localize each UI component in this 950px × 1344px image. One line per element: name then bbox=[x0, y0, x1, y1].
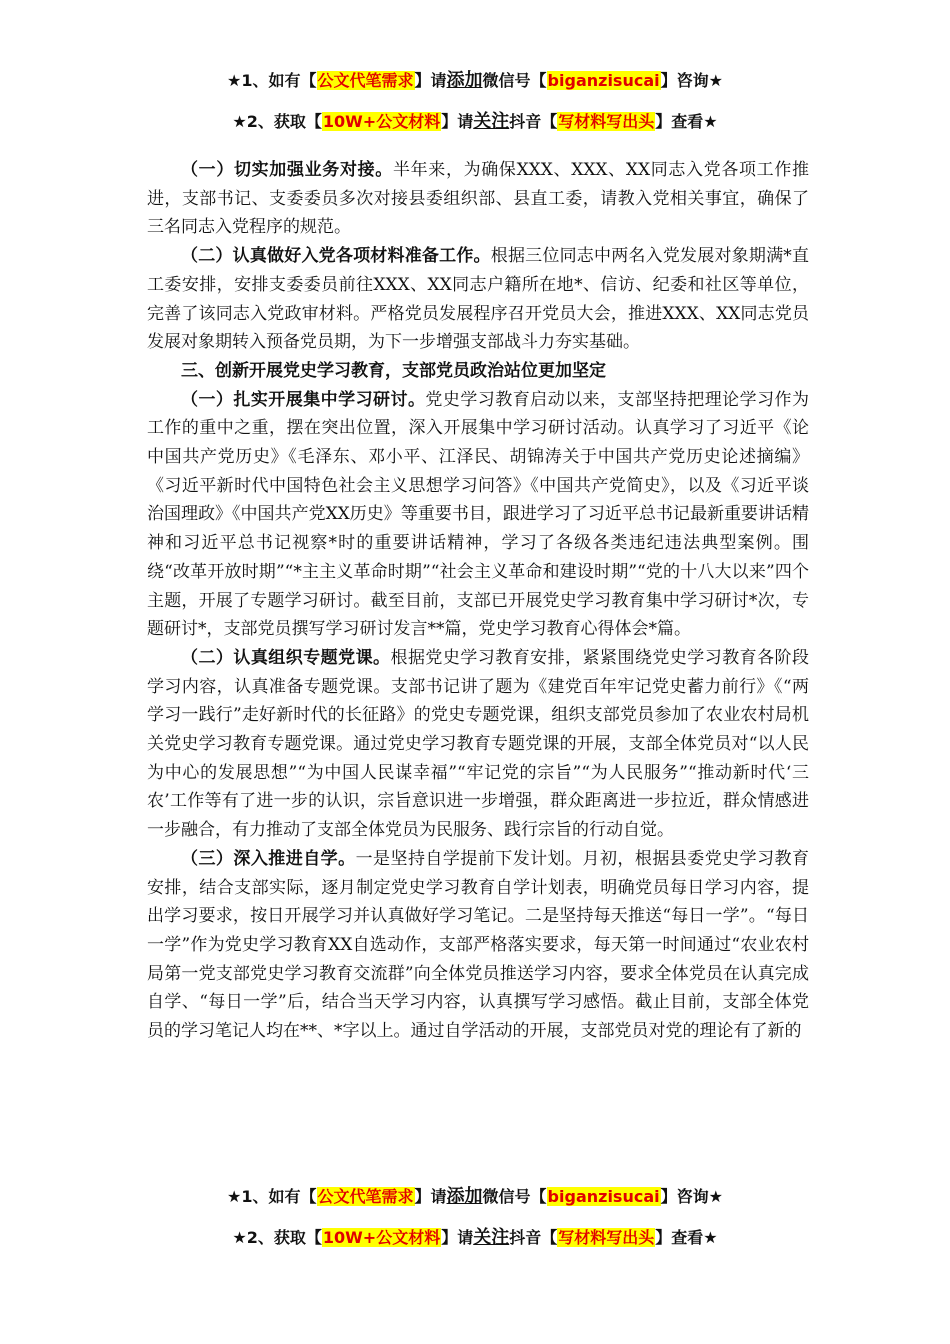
banner-highlight: 写材料写出头 bbox=[558, 1228, 655, 1247]
banner-text: 】请 bbox=[414, 71, 447, 90]
banner-text: 】咨询★ bbox=[660, 1187, 723, 1206]
banner-underline-text: 关注 bbox=[473, 111, 510, 132]
banner-text: 】请 bbox=[441, 112, 474, 131]
paragraph-text: 根据三位同志中两名入党发展对象期满*直工委安排，安排支委委员前往XXX、XX同志户籍所在地*、信访、纪委和社区等单位，完善了该同志入党政审材料。严格党员发展程序召开党员大会，推进XXX、XX同志党员发展对象期转入预备党员期，为下一步增强支部战斗力夯实基础。 bbox=[147, 246, 809, 353]
paragraph-materials-preparation bbox=[147, 242, 809, 357]
banner-highlight: biganzisucai bbox=[547, 1187, 660, 1206]
banner-text: ★1、如有【 bbox=[227, 1187, 317, 1206]
banner-text: ★2、获取【 bbox=[232, 112, 322, 131]
banner-text: 微信号【 bbox=[482, 71, 547, 90]
banner-text: 】请 bbox=[414, 1187, 447, 1206]
banner-text: ★1、如有【 bbox=[227, 71, 317, 90]
banner-text: 】请 bbox=[441, 1228, 474, 1247]
banner-text: 抖音【 bbox=[509, 1228, 558, 1247]
banner-text: 抖音【 bbox=[509, 112, 558, 131]
banner-highlight: biganzisucai bbox=[547, 71, 660, 90]
banner-highlight: 10W+公文材料 bbox=[322, 112, 441, 131]
paragraph-special-lessons bbox=[147, 644, 809, 845]
paragraph-lead: （二）认真组织专题党课。 bbox=[181, 647, 391, 668]
banner-highlight: 公文代笔需求 bbox=[317, 1187, 414, 1206]
banner-underline-text: 添加 bbox=[446, 1186, 483, 1207]
paragraph-self-study bbox=[147, 845, 809, 1046]
section-heading: 三、创新开展党史学习教育，支部党员政治站位更加坚定 bbox=[181, 360, 606, 381]
banner-highlight: 写材料写出头 bbox=[558, 112, 655, 131]
footer-banner-line-2 bbox=[0, 1227, 950, 1249]
header-banner-line-1 bbox=[0, 70, 950, 92]
section-heading-three bbox=[147, 357, 809, 386]
paragraph-lead: （二）认真做好入党各项材料准备工作。 bbox=[181, 246, 491, 267]
banner-highlight: 10W+公文材料 bbox=[322, 1228, 441, 1247]
paragraph-lead: （一）切实加强业务对接。 bbox=[181, 160, 393, 180]
paragraph-business-liaison bbox=[147, 156, 809, 242]
paragraph-centralized-study bbox=[147, 386, 809, 644]
paragraph-text: 党史学习教育启动以来，支部坚持把理论学习作为工作的重中之重，摆在突出位置，深入开展集中学习研讨活动。认真学习了习近平《论中国共产党历史》《毛泽东、邓小平、江泽民、胡锦涛关于中国共产党历史论述摘编》《习近平新时代中国特色社会主义思想学习问答》《中国共产党简史》，以及《习近平谈治国理政》《中国共产党XX历史》等重要书目，跟进学习了习近平总书记最新重要讲话精神和习近平总书记视察*时的重要讲话精神，学习了各级各类违纪违法典型案例。围绕“改革开放时期”“*主主义革命时期”“社会主义革命和建设时期”“党的十八大以来”四个主题，开展了专题学习研讨。截至目前，支部已开展党史学习教育集中学习研讨*次，专题研讨*，支部党员撰写学习研讨发言**篇，党史学习教育心得体会*篇。 bbox=[147, 389, 810, 640]
footer-banner-line-1 bbox=[0, 1186, 950, 1208]
banner-text: 微信号【 bbox=[482, 1187, 547, 1206]
paragraph-lead: （三）深入推进自学。 bbox=[181, 848, 356, 869]
banner-highlight: 公文代笔需求 bbox=[317, 71, 414, 90]
banner-underline-text: 添加 bbox=[446, 70, 483, 91]
paragraph-text: 一是坚持自学提前下发计划。月初，根据县委党史学习教育安排，结合支部实际，逐月制定党史学习教育自学计划表，明确党员每日学习内容，提出学习要求，按日开展学习并认真做好学习笔记。二是坚持每天推送“每日一学”。“每日一学”作为党史学习教育XX自选动作，支部严格落实要求，每天第一时间通过“农业农村局第一党支部党史学习教育交流群”向全体党员推送学习内容，要求全体党员在认真完成自学、“每日一学”后，结合当天学习内容，认真撰写学习感悟。截止目前，支部全体党员的学习笔记人均在**、*字以上。通过自学活动的开展，支部党员对党的理论有了新的 bbox=[147, 848, 810, 1042]
header-banner-line-2 bbox=[0, 111, 950, 133]
paragraph-text: 根据党史学习教育安排，紧紧围绕党史学习教育各阶段学习内容，认真准备专题党课。支部书记讲了题为《建党百年牢记党史蓄力前行》《“两学习一践行”走好新时代的长征路》的党史专题党课，组织支部党员参加了农业农村局机关党史学习教育专题党课。通过党史学习教育专题党课的开展，支部全体党员对“以人民为中心的发展思想”“为中国人民谋幸福”“牢记党的宗旨”“为人民服务”“推动新时代‘三农’工作等有了进一步的认识，宗旨意识进一步增强，群众距离进一步拉近，群众情感进一步融合，有力推动了支部全体党员为民服务、践行宗旨的行动自觉。 bbox=[147, 647, 810, 841]
document-body bbox=[147, 156, 809, 1046]
banner-text: ★2、获取【 bbox=[232, 1228, 322, 1247]
banner-text: 】查看★ bbox=[655, 1228, 718, 1247]
paragraph-lead: （一）扎实开展集中学习研讨。 bbox=[181, 389, 426, 410]
banner-underline-text: 关注 bbox=[473, 1227, 510, 1248]
paragraph-text: 半年来，为确保XXX、XXX、XX同志入党各项工作推进，支部书记、支委委员多次对接县委组织部、县直工委，请教入党相关事宜，确保了三名同志入党程序的规范。 bbox=[147, 160, 810, 238]
banner-text: 】咨询★ bbox=[660, 71, 723, 90]
banner-text: 】查看★ bbox=[655, 112, 718, 131]
